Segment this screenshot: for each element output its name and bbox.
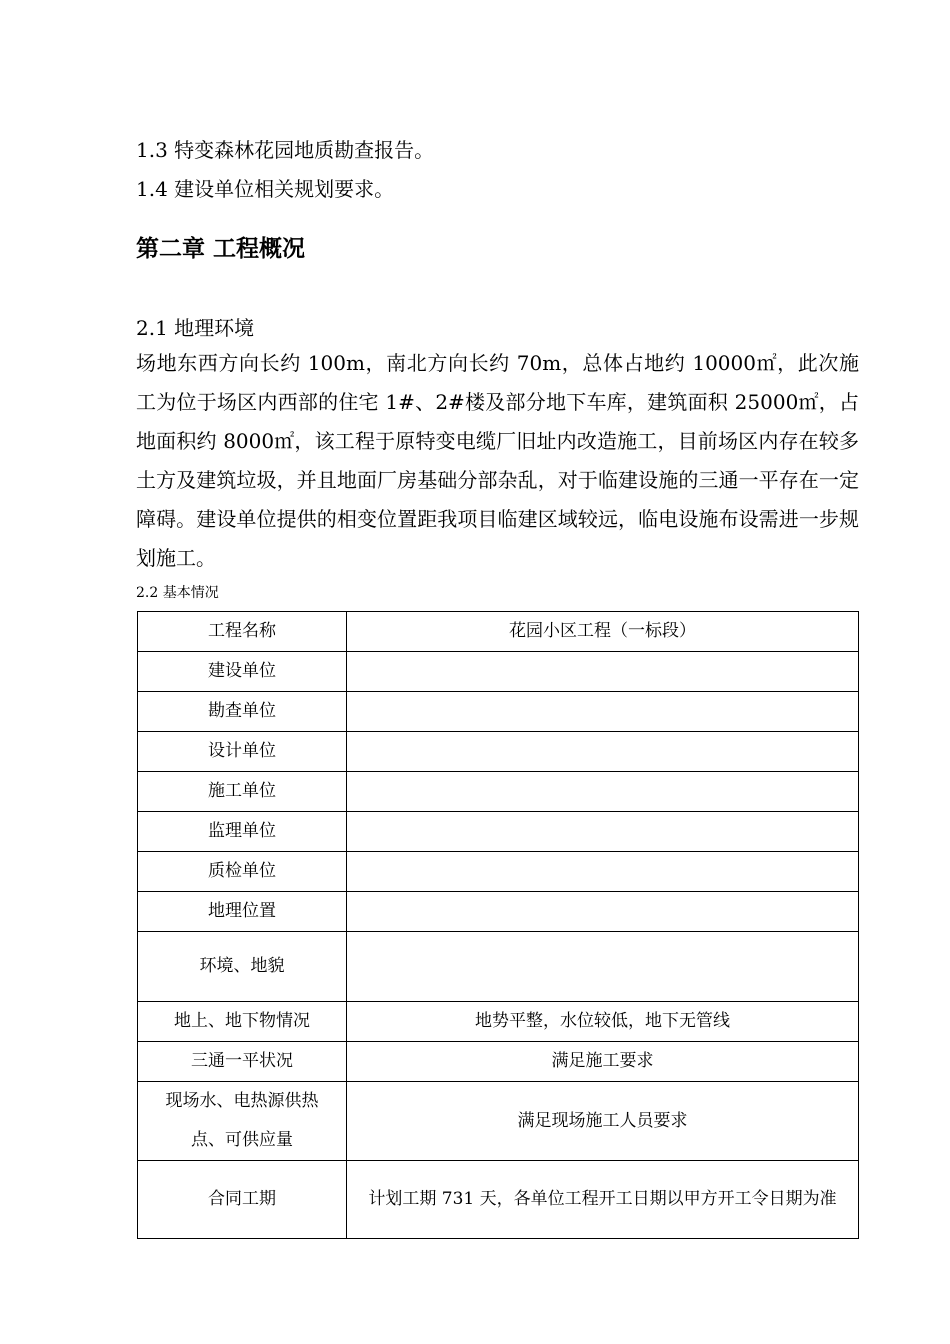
row-value: 地势平整，水位较低，地下无管线 — [347, 1002, 859, 1042]
row-value: 花园小区工程（一标段） — [347, 612, 859, 652]
row-key: 工程名称 — [138, 612, 347, 652]
row-value — [347, 692, 859, 732]
row-key: 质检单位 — [138, 852, 347, 892]
row-value — [347, 652, 859, 692]
row-key: 地理位置 — [138, 892, 347, 932]
row-key: 设计单位 — [138, 732, 347, 772]
row-key: 监理单位 — [138, 812, 347, 852]
basic-info-table — [137, 611, 859, 1239]
row-key: 勘查单位 — [138, 692, 347, 732]
table-row — [138, 612, 859, 652]
table-row — [138, 1082, 859, 1161]
row-value — [347, 932, 859, 1002]
table-row — [138, 1161, 859, 1239]
table-row — [138, 1002, 859, 1042]
table-row — [138, 692, 859, 732]
row-key: 环境、地貌 — [138, 932, 347, 1002]
row-value — [347, 772, 859, 812]
row-value — [347, 892, 859, 932]
row-key: 地上、地下物情况 — [138, 1002, 347, 1042]
heading-1-4: 1.4 建设单位相关规划要求。 — [136, 177, 395, 201]
row-key: 合同工期 — [138, 1161, 347, 1239]
section-title-2-1: 2.1 地理环境 — [136, 316, 255, 340]
row-value — [347, 732, 859, 772]
row-value: 满足施工要求 — [347, 1042, 859, 1082]
table-row — [138, 812, 859, 852]
table-row — [138, 652, 859, 692]
row-key: 现场水、电热源供热点、可供应量 — [138, 1082, 347, 1161]
table-row — [138, 852, 859, 892]
table-row — [138, 772, 859, 812]
row-key: 三通一平状况 — [138, 1042, 347, 1082]
table-row — [138, 732, 859, 772]
section-paragraph-2-1: 场地东西方向长约 100m，南北方向长约 70m，总体占地约 10000㎡，此次施工为位于场区内西部的住宅 1#、2#楼及部分地下车库，建筑面积 25000㎡，占地面积约 8000㎡，该工程于原特变电缆厂旧址内改造施工，目前场区内存在较多土方及建筑垃圾，并且地面厂房基础分部杂乱，对于临建设施的三通一平存在一定障碍。建设单位提供的相变位置距我项目临建区域较远，临电设施布设需进一步规划施工。 — [136, 351, 859, 570]
row-value — [347, 812, 859, 852]
table-row — [138, 1042, 859, 1082]
row-value: 满足现场施工人员要求 — [347, 1082, 859, 1161]
row-key: 建设单位 — [138, 652, 347, 692]
section-title-2-2: 2.2 基本情况 — [136, 585, 219, 601]
chapter-title: 第二章 工程概况 — [136, 236, 306, 262]
table-row — [138, 932, 859, 1002]
row-value: 计划工期 731 天，各单位工程开工日期以甲方开工令日期为准 — [347, 1161, 859, 1239]
row-value — [347, 852, 859, 892]
heading-1-3: 1.3 特变森林花园地质勘查报告。 — [136, 138, 435, 162]
table-row — [138, 892, 859, 932]
row-key: 施工单位 — [138, 772, 347, 812]
